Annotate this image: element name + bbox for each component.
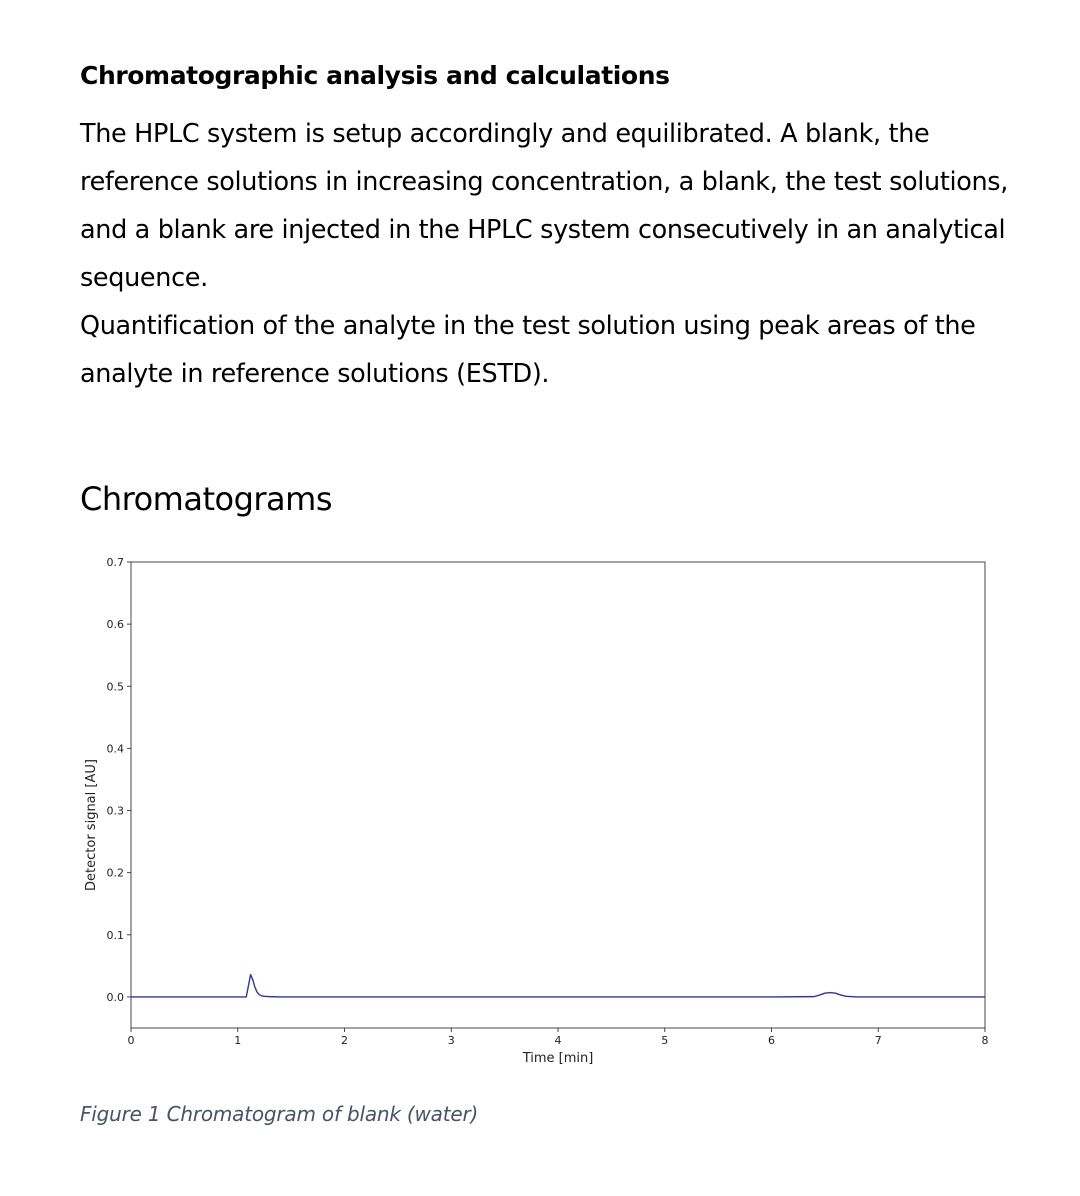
x-tick-label: 2 [341, 1034, 348, 1047]
x-tick-label: 1 [234, 1034, 242, 1047]
chromatograms-heading: Chromatograms [80, 480, 332, 518]
paragraph-quantification: Quantification of the analyte in the test solution using peak areas of the analyte in reference solutions (ESTD). [80, 311, 976, 389]
x-axis-ticks [128, 1028, 989, 1047]
plot-border [131, 562, 985, 1028]
y-tick-label: 0.7 [106, 556, 124, 569]
x-tick-label: 5 [661, 1034, 669, 1047]
chromatogram-chart [0, 540, 1080, 1080]
series-line [131, 975, 985, 997]
plot-frame [131, 562, 985, 1028]
y-tick-label: 0.3 [106, 804, 124, 818]
x-tick-label: 8 [981, 1034, 989, 1047]
y-axis-ticks [107, 556, 132, 1004]
y-tick-label: 0.6 [106, 618, 124, 632]
y-tick-label: 0.1 [106, 928, 124, 942]
paragraph-procedure: The HPLC system is setup accordingly and equilibrated. A blank, the reference solutions in increasing concentration, a blank, the test solutions, and a blank are injected in the HPLC system consecutively in an analytical sequence. [80, 119, 1008, 293]
x-tick-label: 3 [447, 1034, 455, 1047]
x-tick-label: 4 [554, 1034, 562, 1047]
body-text [80, 110, 1020, 398]
x-tick-label: 7 [874, 1034, 882, 1047]
series-group [131, 975, 985, 997]
chromatogram-figure [0, 540, 1080, 1080]
x-tick-label: 6 [768, 1034, 775, 1047]
y-axis-title: Detector signal [AU] [84, 759, 99, 891]
x-axis-title: Time [min] [522, 1051, 594, 1066]
figure-caption: Figure 1 Chromatogram of blank (water) [80, 1102, 479, 1126]
y-tick-label: 0.5 [106, 680, 124, 694]
x-tick-label: 0 [127, 1034, 135, 1047]
y-tick-label: 0.4 [106, 742, 124, 756]
section-heading: Chromatographic analysis and calculations [80, 61, 670, 90]
y-tick-label: 0.0 [106, 990, 124, 1004]
y-tick-label: 0.2 [106, 866, 124, 880]
